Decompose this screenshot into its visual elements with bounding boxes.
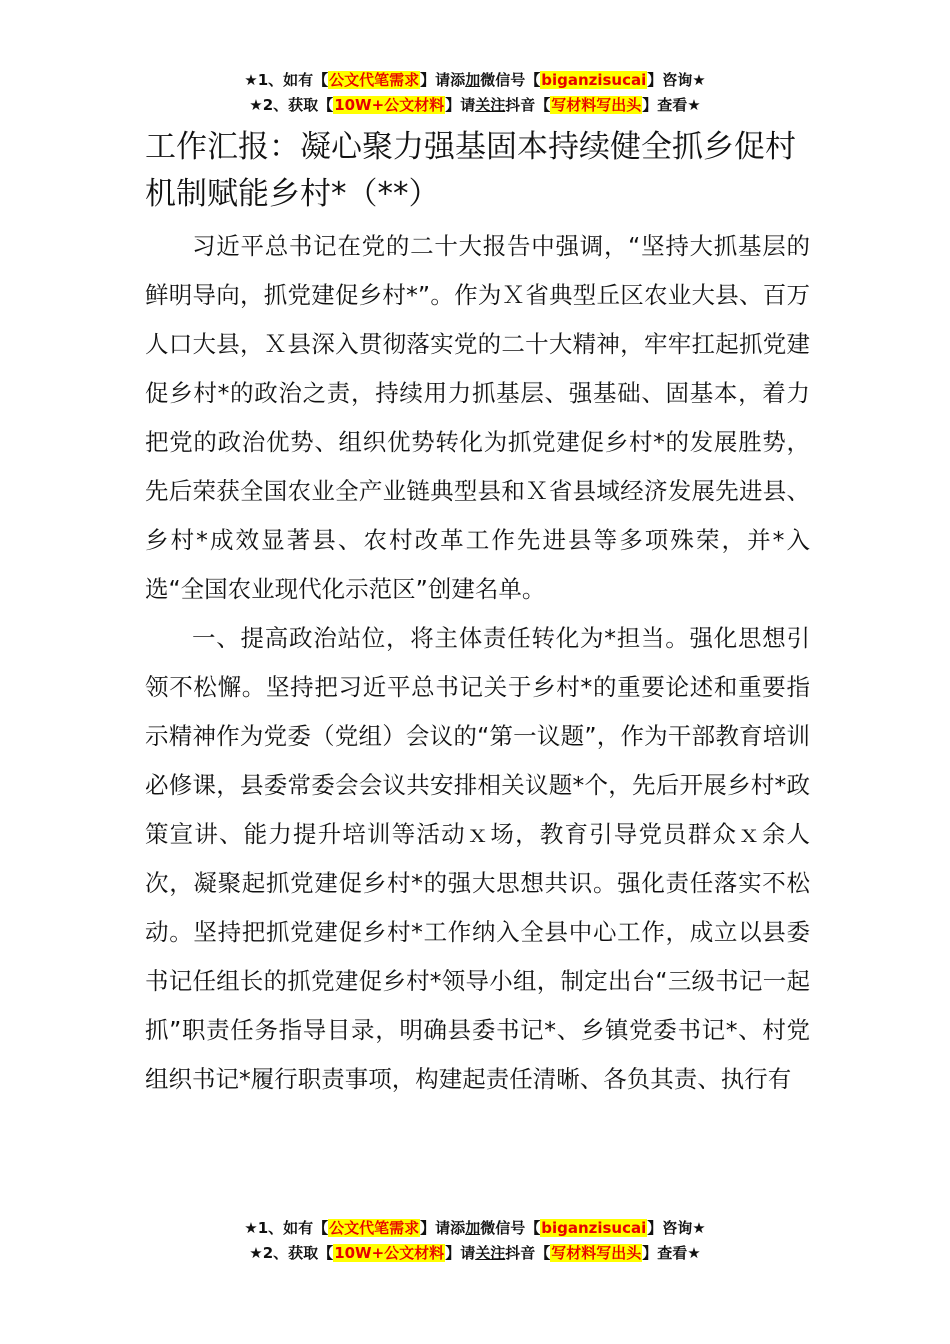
banner-highlight: biganzisucai xyxy=(541,71,647,89)
banner-text: 】咨询★ xyxy=(647,1219,706,1237)
banner-underlined: 加 xyxy=(465,71,481,89)
banner-highlight: 公文代笔需求 xyxy=(329,1219,420,1237)
banner-underlined: 关注 xyxy=(475,1244,506,1262)
header-banner xyxy=(0,68,950,118)
banner-text: ★1、如有【 xyxy=(244,1219,329,1237)
banner-text: 】请添 xyxy=(420,1219,466,1237)
document-title: 工作汇报：凝心聚力强基固本持续健全抓乡促村机制赋能乡村*（**） xyxy=(145,129,796,212)
banner-highlight: 10W+公文材料 xyxy=(334,96,445,114)
document-body xyxy=(145,222,810,1104)
footer-banner xyxy=(0,1216,950,1266)
banner-highlight: biganzisucai xyxy=(541,1219,647,1237)
banner-text: 】查看★ xyxy=(642,1244,701,1262)
banner-text: 】查看★ xyxy=(642,96,701,114)
banner-line-2 xyxy=(0,1241,950,1266)
banner-highlight: 公文代笔需求 xyxy=(329,71,420,89)
banner-line-2 xyxy=(0,93,950,118)
banner-underlined: 加 xyxy=(465,1219,481,1237)
banner-text: 】请 xyxy=(445,1244,476,1262)
banner-text: 】请添 xyxy=(420,71,466,89)
banner-line-1 xyxy=(0,68,950,93)
banner-text: 】咨询★ xyxy=(647,71,706,89)
banner-text: ★1、如有【 xyxy=(244,71,329,89)
banner-text: ★2、获取【 xyxy=(249,96,334,114)
paragraph-section-1: 一、提高政治站位，将主体责任转化为*担当。强化思想引领不松懈。坚持把习近平总书记关于乡村*的重要论述和重要指示精神作为党委（党组）会议的“第一议题”，作为干部教育培训必修课，县委常委会会议共安排相关议题*个，先后开展乡村*政策宣讲、能力提升培训等活动ｘ场，教育引导党员群众ｘ余人次，凝聚起抓党建促乡村*的强大思想共识。强化责任落实不松动。坚持把抓党建促乡村*工作纳入全县中心工作，成立以县委书记任组长的抓党建促乡村*领导小组，制定出台“三级书记一起抓”职责任务指导目录，明确县委书记*、乡镇党委书记*、村党组织书记*履行职责事项，构建起责任清晰、各负其责、执行有 xyxy=(145,624,810,1093)
banner-highlight: 写材料写出头 xyxy=(551,96,642,114)
banner-text: 微信号【 xyxy=(480,71,541,89)
banner-text: 微信号【 xyxy=(480,1219,541,1237)
banner-underlined: 关注 xyxy=(475,96,506,114)
banner-text: 抖音【 xyxy=(505,96,551,114)
paragraph-intro: 习近平总书记在党的二十大报告中强调，“坚持大抓基层的鲜明导向，抓党建促乡村*”。作为Ｘ省典型丘区农业大县、百万人口大县，Ｘ县深入贯彻落实党的二十大精神，牢牢扛起抓党建促乡村*的政治之责，持续用力抓基层、强基础、固基本，着力把党的政治优势、组织优势转化为抓党建促乡村*的发展胜势，先后荣获全国农业全产业链典型县和Ｘ省县域经济发展先进县、乡村*成效显著县、农村改革工作先进县等多项殊荣，并*入选“全国农业现代化示范区”创建名单。 xyxy=(145,232,810,603)
banner-line-1 xyxy=(0,1216,950,1241)
banner-text: ★2、获取【 xyxy=(249,1244,334,1262)
banner-highlight: 写材料写出头 xyxy=(551,1244,642,1262)
banner-highlight: 10W+公文材料 xyxy=(334,1244,445,1262)
banner-text: 】请 xyxy=(445,96,476,114)
banner-text: 抖音【 xyxy=(505,1244,551,1262)
